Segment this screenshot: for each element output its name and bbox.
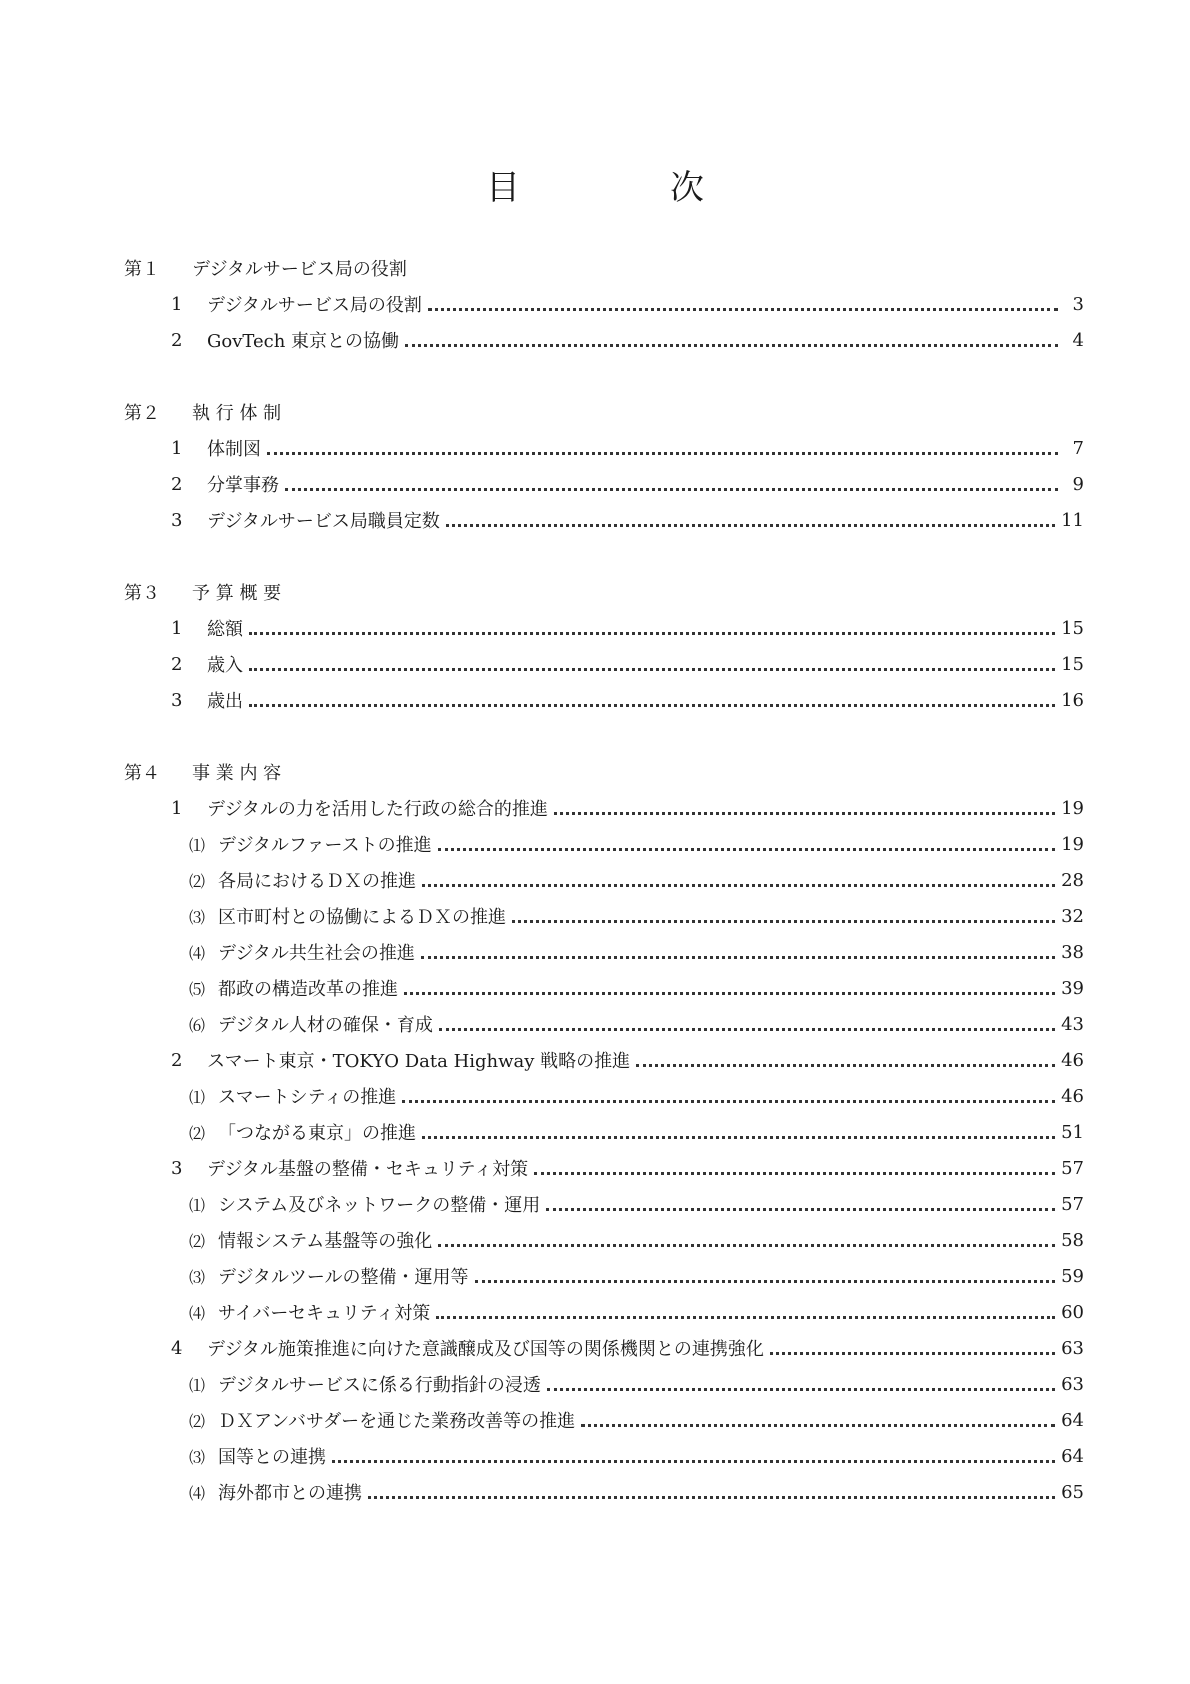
page-title <box>0 160 1190 209</box>
entry-label: 総額 <box>207 619 243 640</box>
toc-entry[interactable] <box>124 466 1084 502</box>
page-number: 51 <box>1061 1121 1084 1143</box>
page-number: 15 <box>1061 617 1084 639</box>
dot-leader <box>436 1316 1055 1319</box>
page-number: 46 <box>1061 1049 1084 1071</box>
chapter-section <box>124 394 1084 538</box>
entry-label: 海外都市との連携 <box>218 1483 362 1504</box>
entry-label: デジタル基盤の整備・セキュリティ対策 <box>207 1159 529 1180</box>
entry-label: デジタルの力を活用した行政の総合的推進 <box>207 799 548 820</box>
toc-entry[interactable] <box>124 1150 1084 1186</box>
chapter-title: 事 業 内 容 <box>192 763 282 784</box>
entry-number: ⑵ <box>189 1123 206 1143</box>
dot-leader <box>554 812 1055 815</box>
page-number: 63 <box>1061 1337 1084 1359</box>
dot-leader <box>368 1496 1055 1499</box>
dot-leader <box>636 1064 1055 1067</box>
page-number: 7 <box>1072 437 1084 459</box>
entry-number: ⑴ <box>189 1195 206 1215</box>
entry-label: 都政の構造改革の推進 <box>218 979 398 1000</box>
toc-subentry[interactable] <box>124 1006 1084 1042</box>
chapter-title: 執 行 体 制 <box>192 403 282 424</box>
entry-label: スマートシティの推進 <box>218 1087 397 1108</box>
toc-entry[interactable] <box>124 790 1084 826</box>
page-number: 64 <box>1061 1445 1084 1467</box>
entry-number: ⑷ <box>189 943 206 963</box>
chapter-title: デジタルサービス局の役割 <box>192 259 407 280</box>
chapter-number: 第４ <box>124 763 160 784</box>
page-number: 43 <box>1061 1013 1084 1035</box>
entry-label: 区市町村との協働によるＤＸの推進 <box>218 907 506 928</box>
dot-leader <box>428 308 1058 311</box>
chapter-heading <box>124 250 1084 286</box>
toc-subentry[interactable] <box>124 970 1084 1006</box>
page-number: 11 <box>1061 509 1084 531</box>
entry-number: ⑴ <box>189 1087 206 1107</box>
dot-leader <box>581 1424 1055 1427</box>
page-number: 58 <box>1061 1229 1084 1251</box>
entry-label: 体制図 <box>207 439 261 460</box>
toc-entry[interactable] <box>124 502 1084 538</box>
page-number: 65 <box>1061 1481 1084 1503</box>
page-number: 19 <box>1061 797 1084 819</box>
entry-number: 2 <box>171 1049 183 1071</box>
entry-label: 情報システム基盤等の強化 <box>218 1231 433 1252</box>
entry-number: ⑸ <box>189 979 206 999</box>
dot-leader <box>547 1388 1055 1391</box>
dot-leader <box>422 884 1055 887</box>
toc-entry[interactable] <box>124 1330 1084 1366</box>
entry-label: デジタル人材の確保・育成 <box>218 1015 433 1036</box>
entry-number: 2 <box>171 329 183 351</box>
chapter-number: 第３ <box>124 583 160 604</box>
toc-subentry[interactable] <box>124 1366 1084 1402</box>
entry-number: 1 <box>171 293 183 315</box>
toc-entry[interactable] <box>124 286 1084 322</box>
dot-leader <box>770 1352 1055 1355</box>
entry-number: ⑶ <box>189 1447 206 1467</box>
chapter-heading <box>124 574 1084 610</box>
chapter-section <box>124 250 1084 358</box>
entry-label: 各局におけるＤＸの推進 <box>218 871 416 892</box>
toc-subentry[interactable] <box>124 1186 1084 1222</box>
entry-number: ⑹ <box>189 1015 206 1035</box>
entry-number: 2 <box>171 473 183 495</box>
entry-label: 歳入 <box>207 655 243 676</box>
entry-label: デジタルサービス局の役割 <box>207 295 422 316</box>
table-of-contents <box>124 250 1084 1546</box>
page-number: 3 <box>1072 293 1084 315</box>
toc-subentry[interactable] <box>124 1402 1084 1438</box>
page-number: 63 <box>1061 1373 1084 1395</box>
page-number: 59 <box>1061 1265 1084 1287</box>
chapter-heading <box>124 394 1084 430</box>
page-number: 28 <box>1061 869 1084 891</box>
dot-leader <box>249 668 1055 671</box>
toc-subentry[interactable] <box>124 1474 1084 1510</box>
entry-number: ⑵ <box>189 1231 206 1251</box>
dot-leader <box>249 704 1055 707</box>
entry-number: ⑵ <box>189 1411 206 1431</box>
dot-leader <box>285 488 1058 491</box>
dot-leader <box>249 632 1055 635</box>
entry-label: 国等との連携 <box>218 1447 326 1468</box>
entry-number: 1 <box>171 797 183 819</box>
toc-subentry[interactable] <box>124 898 1084 934</box>
chapter-title: 予 算 概 要 <box>192 583 282 604</box>
entry-label: 歳出 <box>207 691 243 712</box>
dot-leader <box>446 524 1055 527</box>
toc-entry[interactable] <box>124 682 1084 718</box>
page-number: 16 <box>1061 689 1084 711</box>
entry-number: 3 <box>171 1157 183 1179</box>
page-number: 57 <box>1061 1193 1084 1215</box>
dot-leader <box>402 1100 1055 1103</box>
dot-leader <box>475 1280 1056 1283</box>
entry-label: デジタル施策推進に向けた意識醸成及び国等の関係機関との連携強化 <box>207 1339 764 1360</box>
toc-entry[interactable] <box>124 430 1084 466</box>
entry-number: ⑴ <box>189 835 206 855</box>
toc-subentry[interactable] <box>124 1222 1084 1258</box>
toc-subentry[interactable] <box>124 1258 1084 1294</box>
entry-number: 4 <box>171 1337 183 1359</box>
dot-leader <box>332 1460 1055 1463</box>
toc-entry[interactable] <box>124 610 1084 646</box>
toc-subentry[interactable] <box>124 862 1084 898</box>
entry-number: 1 <box>171 437 183 459</box>
entry-number: ⑷ <box>189 1483 206 1503</box>
page-number: 9 <box>1072 473 1084 495</box>
chapter-section <box>124 574 1084 718</box>
entry-number: ⑷ <box>189 1303 206 1323</box>
dot-leader <box>439 1028 1055 1031</box>
dot-leader <box>534 1172 1055 1175</box>
chapter-heading <box>124 754 1084 790</box>
entry-number: ⑶ <box>189 907 206 927</box>
entry-label: GovTech 東京との協働 <box>207 331 400 352</box>
dot-leader <box>405 344 1058 347</box>
entry-label: スマート東京・TOKYO Data Highway 戦略の推進 <box>207 1051 631 1072</box>
dot-leader <box>421 956 1055 959</box>
dot-leader <box>404 992 1055 995</box>
entry-number: ⑴ <box>189 1375 206 1395</box>
toc-subentry[interactable] <box>124 1294 1084 1330</box>
page-number: 64 <box>1061 1409 1084 1431</box>
entry-label: デジタルファーストの推進 <box>218 835 432 856</box>
page-number: 38 <box>1061 941 1084 963</box>
page-number: 32 <box>1061 905 1084 927</box>
page-number: 46 <box>1061 1085 1084 1107</box>
entry-label: システム及びネットワークの整備・運用 <box>218 1195 541 1216</box>
chapter-section <box>124 754 1084 1510</box>
page-number: 19 <box>1061 833 1084 855</box>
entry-label: デジタル共生社会の推進 <box>218 943 415 964</box>
page-number: 39 <box>1061 977 1084 999</box>
entry-label: ＤＸアンバサダーを通じた業務改善等の推進 <box>218 1411 576 1432</box>
entry-label: デジタルツールの整備・運用等 <box>218 1267 469 1288</box>
entry-number: ⑵ <box>189 871 206 891</box>
entry-number: 3 <box>171 689 183 711</box>
page-number: 15 <box>1061 653 1084 675</box>
dot-leader <box>546 1208 1055 1211</box>
page-number: 57 <box>1061 1157 1084 1179</box>
toc-subentry[interactable] <box>124 826 1084 862</box>
chapter-number: 第１ <box>124 259 160 280</box>
toc-entry[interactable] <box>124 1042 1084 1078</box>
toc-entry[interactable] <box>124 646 1084 682</box>
toc-subentry[interactable] <box>124 1078 1084 1114</box>
entry-label: サイバーセキュリティ対策 <box>218 1303 431 1324</box>
page-number: 4 <box>1072 329 1084 351</box>
entry-label: 分掌事務 <box>207 475 279 496</box>
dot-leader <box>512 920 1055 923</box>
entry-number: ⑶ <box>189 1267 206 1287</box>
entry-label: デジタルサービス局職員定数 <box>207 511 440 532</box>
toc-subentry[interactable] <box>124 1114 1084 1150</box>
chapter-number: 第２ <box>124 403 160 424</box>
entry-label: 「つながる東京」の推進 <box>218 1123 416 1144</box>
page-title-text: 目 次 <box>486 168 762 208</box>
page-number: 60 <box>1061 1301 1084 1323</box>
entry-label: デジタルサービスに係る行動指針の浸透 <box>218 1375 541 1396</box>
dot-leader <box>422 1136 1055 1139</box>
dot-leader <box>438 848 1055 851</box>
entry-number: 3 <box>171 509 183 531</box>
toc-subentry[interactable] <box>124 1438 1084 1474</box>
toc-entry[interactable] <box>124 322 1084 358</box>
dot-leader <box>438 1244 1055 1247</box>
entry-number: 2 <box>171 653 183 675</box>
entry-number: 1 <box>171 617 183 639</box>
toc-subentry[interactable] <box>124 934 1084 970</box>
dot-leader <box>267 452 1058 455</box>
